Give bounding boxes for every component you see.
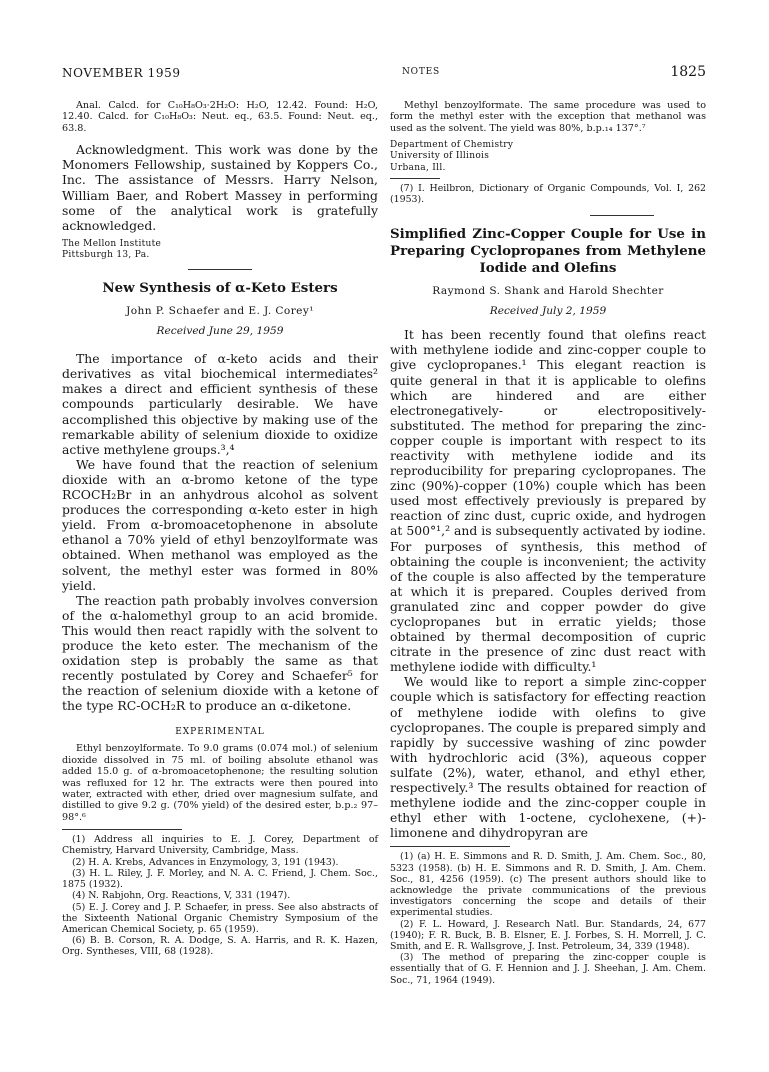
received-date: Received July 2, 1959 — [489, 305, 607, 318]
footnotes — [390, 183, 706, 205]
affiliation-line: Urbana, Ill. — [390, 162, 446, 173]
affiliation-line: Pittsburgh 13, Pa. — [62, 249, 150, 260]
body-paragraph: We would like to report a simple zinc-copper couple which is satisfactory for effecting reaction of methylene iodide with olefins to give cyclopropanes. The couple is prepared simply and rapidly by successive washing of zinc powder with hydrochloric acid (3%), aqueous copper sulfate (2%), water, ethanol, and ethyl ether, respectively.³ The results obtained for reaction of methylene iodide and the zinc-copper couple in ethyl ether with 1-octene, cyclohexene, (+)-limonene and dihydropyran are — [390, 674, 706, 841]
article-title: New Synthesis of α-Keto Esters — [102, 280, 338, 297]
divider — [590, 215, 654, 216]
header-section: NOTES — [402, 67, 440, 77]
footnote: (2) F. L. Howard, J. Research Natl. Bur. Standards, 24, 677 (1940); F. R. Buck, B. B. Elsner, E. J. Forbes, S. H. Morrell, J. C. Smith, and E. R. Wallsgrove, J. Inst. Petroleum, 34, 339 (1948). — [390, 918, 706, 953]
page-header — [62, 66, 706, 86]
methyl-ester-text: Methyl benzoylformate. The same procedure was used to form the methyl ester with the exception that methanol was used as the solvent. The yield was 80%, b.p.₁₄ 137°.⁷ — [390, 100, 706, 134]
footnote: (3) The method of preparing the zinc-copper couple is essentially that of G. F. Hennion and J. J. Sheehan, J. Am. Chem. Soc., 71, 1964 (1949). — [390, 952, 706, 986]
page-number: 1825 — [670, 64, 706, 80]
body-paragraph: The reaction path probably involves conversion of the α-halomethyl group to an acid bromide. This would then react rapidly with the solvent to produce the keto ester. The mechanism of the oxidation step is probably the same as that recently postulated by Corey and Schaefer⁵ for the reaction of selenium dioxide with a ketone of the type RC-OCH₂R to produce an α-diketone. — [62, 592, 378, 714]
affiliation-line: The Mellon Institute — [62, 238, 162, 249]
footnote: (4) N. Rabjohn, Org. Reactions, V, 331 (1947). — [72, 890, 291, 902]
footnote-rule — [62, 829, 182, 830]
affiliation — [390, 140, 706, 174]
article-authors: Raymond S. Shank and Harold Shechter — [432, 285, 664, 298]
received-date: Received June 29, 1959 — [156, 325, 284, 338]
footnote: (5) E. J. Corey and J. P. Schaefer, in press. See also abstracts of the Sixteenth National Organic Chemistry Symposium of the American Chemical Society, p. 65 (1959). — [62, 901, 378, 935]
footnote: (3) H. L. Riley, J. F. Morley, and N. A. C. Friend, J. Chem. Soc., 1875 (1932). — [62, 867, 378, 891]
footnotes — [62, 834, 378, 957]
footnotes — [390, 851, 706, 985]
affiliation-line: University of Illinois — [390, 151, 490, 162]
footnote: (6) B. B. Corson, R. A. Dodge, S. A. Harris, and R. K. Hazen, Org. Syntheses, VIII, 68 (1928). — [62, 935, 378, 958]
footnote: (7) I. Heilbron, Dictionary of Organic Compounds, Vol. I, 262 (1953). — [390, 182, 706, 206]
body-paragraph: It has been recently found that olefins react with methylene iodide and zinc-copper couple to give cyclopropanes.¹ This elegant reaction is quite general in that it is applicable to olefins which are hindered and are either electronegatively- or electropositively-substituted. The method for preparing the zinc-copper couple is important with respect to its reactivity with methylene iodide and its reproducibility for preparing cyclopropanes. The zinc (90%)-copper (10%) couple which has been used most effectively previously is prepared by reaction of zinc dust, cupric oxide, and hydrogen at 500°¹,² and is subsequently activated by iodine. For purposes of synthesis, this method of obtaining the couple is inconvenient; the activity of the couple is also affected by the temperature at which it is prepared. Couples derived from granulated zinc and copper powder do give cyclopropanes but in erratic yields; those obtained by thermal decomposition of cupric citrate in the presence of zinc dust react with methylene iodide with difficulty.¹ — [390, 327, 706, 675]
footnote-rule — [390, 178, 440, 179]
left-column — [62, 100, 378, 958]
header-date: NOVEMBER 1959 — [62, 66, 181, 80]
divider — [188, 269, 252, 270]
right-column — [390, 100, 706, 986]
analysis-text: Anal. Calcd. for C₁₀H₈O₃·2H₂O: H₂O, 12.42. Found: H₂O, 12.40. Calcd. for C₁₀H₈O₃: Neut. eq., 63.5. Found: Neut. eq., 63.8. — [62, 100, 378, 134]
footnote: (1) Address all inquiries to E. J. Corey, Department of Chemistry, Harvard University, Cambridge, Mass. — [62, 834, 378, 857]
footnote: (2) H. A. Krebs, Advances in Enzymology, 3, 191 (1943). — [72, 856, 339, 868]
affiliation-line: Department of Chemistry — [390, 140, 514, 151]
affiliation — [62, 239, 378, 261]
section-heading: EXPERIMENTAL — [175, 727, 265, 738]
article-title: Simplified Zinc-Copper Couple for Use in Preparing Cyclopropanes from Methylene Iodide and Olefins — [390, 226, 706, 277]
acknowledgment: Acknowledgment. This work was done by the Monomers Fellowship, sustained by Koppers Co., Inc. The assistance of Messrs. Harry Nelson, William Baer, and Robert Massey in performing some of the analytical work is gratefully acknowledged. — [62, 142, 378, 233]
experimental-text: Ethyl benzoylformate. To 9.0 grams (0.074 mol.) of selenium dioxide dissolved in 75 ml. of boiling absolute ethanol was added 15.0 g. of α-bromoacetophenone; the resulting solution was refluxed for 12 hr. The extracts were then poured into water, extracted with ether, dried over magnesium sulfate, and distilled to give 9.2 g. (70% yield) of the desired ester, b.p.₂ 97–98°.⁶ — [62, 743, 378, 823]
body-paragraph: We have found that the reaction of selenium dioxide with an α-bromo ketone of the type RCOCH₂Br in an anhydrous alcohol as solvent produces the corresponding α-keto ester in high yield. From α-bromoacetophenone in absolute ethanol a 70% yield of ethyl benzoylformate was obtained. When methanol was employed as the solvent, the methyl ester was formed in 80% yield. — [62, 456, 378, 593]
body-paragraph: The importance of α-keto acids and their derivatives as vital biochemical intermediates² makes a direct and efficient synthesis of these compounds particularly desirable. We have accomplished this objective by making use of the remarkable ability of selenium dioxide to oxidize active methylene groups.³,⁴ — [62, 351, 378, 457]
article-authors: John P. Schaefer and E. J. Corey¹ — [126, 305, 314, 318]
footnote: (1) (a) H. E. Simmons and R. D. Smith, J. Am. Chem. Soc., 80, 5323 (1958). (b) H. E. Simmons and R. D. Smith, J. Am. Chem. Soc., 81, 4256 (1959). (c) The present authors should like to acknowledge the private communications of the previous investigators concerning the scope and details of their experimental studies. — [390, 851, 706, 919]
footnote-rule — [390, 846, 510, 847]
